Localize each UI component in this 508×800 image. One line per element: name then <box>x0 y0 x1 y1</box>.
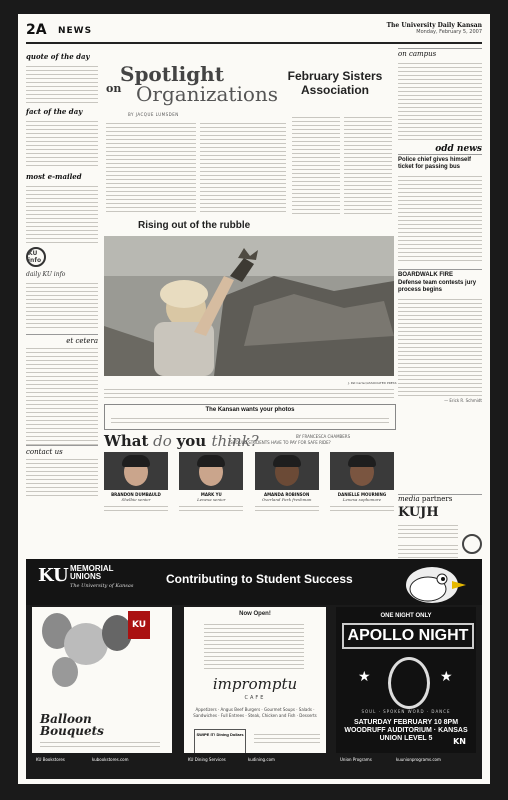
masthead <box>387 22 482 35</box>
respondent <box>179 452 243 513</box>
kujh-logo: KUJH <box>398 505 439 520</box>
union-footer <box>336 753 476 765</box>
memorial-word: MEMORIAL <box>70 564 114 573</box>
dining-footer <box>184 753 326 765</box>
article-column-2 <box>200 120 286 214</box>
jayhawk-icon <box>398 559 468 607</box>
cafe-menu: Appetizers · Angus Beef Burgers · Gourmet Soups · Salads · Sandwiches · Full Entrees · Steak, Chicken and Fish · Desserts <box>193 707 317 718</box>
ku-logo: KU <box>38 565 69 586</box>
spotlight-on: on <box>106 82 122 95</box>
wdyt-question: SHOULD STUDENTS HAVE TO PAY FOR SAFE RIDE? <box>230 440 331 445</box>
impromptu-logo: impromptu <box>212 675 298 693</box>
respondent <box>255 452 319 513</box>
boardwalk-text <box>398 296 482 396</box>
article-column-3 <box>292 114 340 214</box>
one-night-only-label: ONE NIGHT ONLY <box>380 613 432 619</box>
ku-info-logo: KU info <box>26 247 46 267</box>
apollo-date: SATURDAY FEBRUARY 10 8PM WOODRUFF AUDITORIUM · KANSAS UNION LEVEL 5 <box>344 719 468 742</box>
bookstore-name: KU Bookstores <box>36 757 65 762</box>
wdyt-think: think? <box>211 432 259 450</box>
respondent-name: DANIELLE MOURNING <box>337 492 387 497</box>
photo-headline: Rising out of the rubble <box>138 220 251 231</box>
boardwalk-headline: Defense team contests jury process begins <box>398 280 477 293</box>
media-partners-label <box>398 494 482 503</box>
boardwalk-byline: — Erick R. Schmidt <box>444 398 482 403</box>
impromptu-cafe-ad <box>184 607 326 765</box>
wdyt-what: What <box>104 432 149 450</box>
respondent-photo <box>255 452 319 490</box>
most-emailed-list <box>26 183 98 243</box>
respondent-quote <box>104 503 168 513</box>
respondent-photo <box>104 452 168 490</box>
ku-info-subtitle: daily KU info <box>26 271 66 278</box>
media-word: media <box>398 495 420 503</box>
cafe-word: CAFE <box>244 695 266 701</box>
spotlight-byline: BY JACQUE LUMSDEN <box>128 112 179 117</box>
apollo-graphic <box>336 655 476 705</box>
fact-of-day-label: fact of the day <box>26 107 83 116</box>
ku-subtitle: The University of Kansas <box>70 583 134 589</box>
boardwalk-label: BOARDWALK FIRE <box>398 269 482 278</box>
rubble-photo <box>104 236 394 376</box>
respondent-quote <box>179 503 243 513</box>
odd-news-label: odd news <box>398 144 482 155</box>
kn-logo: KN <box>453 737 466 746</box>
masthead-title: The University Daily Kansan <box>386 22 482 29</box>
union-url[interactable]: kuunionprograms.com <box>396 757 441 762</box>
on-campus-label: on campus <box>398 48 482 58</box>
now-open-label: Now Open! <box>239 611 271 617</box>
section-name: NEWS <box>58 26 93 36</box>
wdyt-do: do <box>148 432 177 450</box>
left-column <box>26 48 98 518</box>
article-column-4 <box>344 114 392 214</box>
page-number: 2A <box>26 22 47 38</box>
knpm-logo-icon <box>462 534 482 554</box>
bouquets-text <box>40 739 160 747</box>
kansan-box-text <box>111 415 389 425</box>
spotlight-word: Spotlight <box>120 62 224 86</box>
etcetera-label: et cetera <box>26 334 98 345</box>
on-campus-text <box>398 60 482 140</box>
bookstore-footer <box>32 753 172 765</box>
balloon-bouquets-title <box>40 713 104 737</box>
respondent <box>330 452 394 513</box>
quote-text <box>26 63 98 103</box>
ku-info-text <box>26 280 98 330</box>
apollo-night-title: APOLLO NIGHT <box>342 623 474 649</box>
odd-news-headline: Police chief gives himself ticket for passing bus <box>398 157 472 170</box>
respondent-name: BRANDON DUMBAULD <box>111 492 161 497</box>
page-header <box>26 22 482 44</box>
swipe-it-badge: SWIPE IT! Dining Dollars <box>194 729 246 755</box>
odd-news-text <box>398 173 482 263</box>
most-emailed-label: most e-mailed <box>26 172 82 181</box>
ku-bookstore-logo: KU <box>128 611 150 639</box>
what-do-you-think <box>104 432 394 512</box>
photo-caption <box>104 386 394 400</box>
wdyt-responses <box>104 452 394 513</box>
contact-label: contact us <box>26 445 98 456</box>
contributing-headline: Contributing to Student Success <box>166 572 353 586</box>
star-icon: ★ <box>440 669 453 685</box>
newspaper-page <box>18 14 490 784</box>
balloon-icon <box>52 657 78 687</box>
cafe-hours-text <box>204 621 304 671</box>
unions-word: UNIONS <box>70 572 102 581</box>
memorial-unions-name <box>70 565 133 589</box>
respondent-role: Lenexa senior <box>197 497 226 502</box>
wdyt-you: you <box>176 432 212 450</box>
media-partners <box>398 494 482 562</box>
microphone-icon <box>388 657 430 709</box>
contact-text <box>26 456 98 496</box>
february-sisters-headline: February Sisters Association <box>287 69 383 97</box>
respondent-photo <box>179 452 243 490</box>
respondent-role: Shelbie senior <box>121 497 151 502</box>
apollo-night-ad <box>336 607 476 765</box>
kansan-wants-photos-box <box>104 404 396 430</box>
kansan-box-title: The Kansan wants your photos <box>205 407 295 413</box>
article-column-1 <box>106 120 196 214</box>
respondent-name: MARK YU <box>200 492 222 497</box>
respondent <box>104 452 168 513</box>
organizations-word: Organizations <box>136 82 279 106</box>
ku-info-box <box>26 249 98 265</box>
respondent-role: Lenexa sophomore <box>342 497 382 502</box>
respondent-quote <box>255 503 319 513</box>
star-icon: ★ <box>358 669 371 685</box>
cafe-accept-text <box>254 731 320 743</box>
etcetera-text <box>26 345 98 445</box>
balloon-word: Balloon <box>40 712 92 726</box>
respondent-photo <box>330 452 394 490</box>
wdyt-byline: BY FRANCESCA CHAMBERS <box>296 434 351 439</box>
ad-banner <box>26 559 482 605</box>
kujh-text <box>398 522 458 538</box>
memorial-unions-ad <box>26 559 482 779</box>
partners-word: partners <box>421 495 453 503</box>
bouquets-word: Bouquets <box>40 724 104 738</box>
dining-url[interactable]: kudining.com <box>248 757 275 762</box>
union-name: Union Programs <box>340 757 372 762</box>
right-column <box>398 48 482 403</box>
respondent-quote <box>330 503 394 513</box>
dining-name: KU Dining Services <box>188 757 226 762</box>
respondent-role: Overland Park freshman <box>261 497 312 502</box>
fact-text <box>26 118 98 168</box>
photo-credit: J. Pat Carter/ASSOCIATED PRESS <box>348 381 397 385</box>
bookstore-ad <box>32 607 172 765</box>
issue-date: Monday, February 5, 2007 <box>416 29 482 35</box>
quote-of-day-label: quote of the day <box>26 52 90 61</box>
bookstore-url[interactable]: kubookstores.com <box>92 757 129 762</box>
apollo-tagline: SOUL · SPOKEN WORD · DANCE <box>361 709 451 714</box>
respondent-name: AMANDA ROBINSON <box>263 492 310 497</box>
